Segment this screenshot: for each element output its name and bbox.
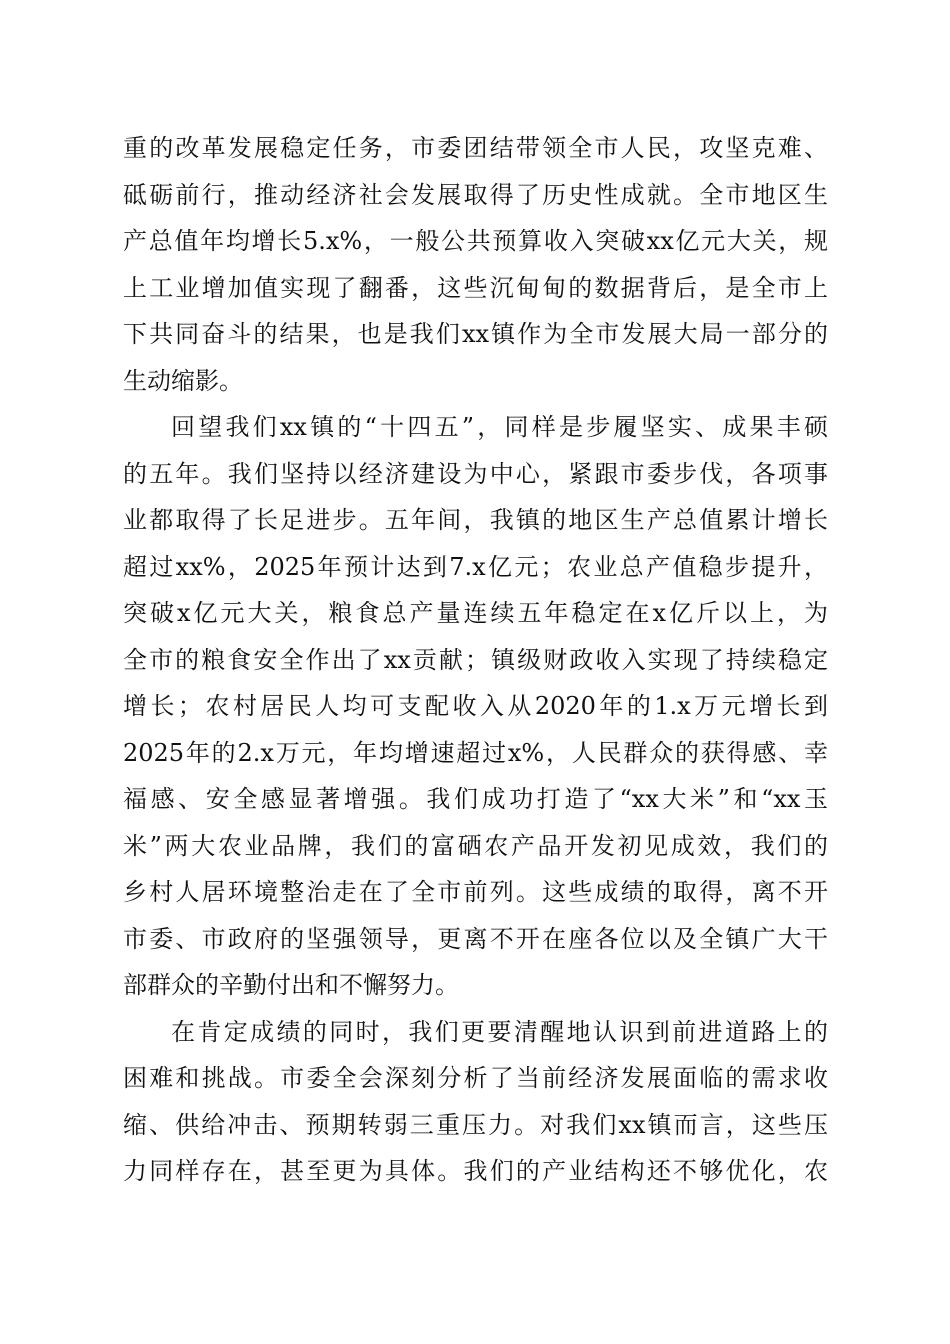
- text-line: 生动缩影。: [123, 366, 243, 395]
- text-line: 砥砺前行，推动经济社会发展取得了历史性成就。全市地区生: [123, 180, 828, 209]
- text-line: 市委、市政府的坚强领导，更离不开在座各位以及全镇广大干: [123, 924, 828, 953]
- document-body: [123, 125, 828, 1195]
- paragraph-1: [123, 125, 828, 404]
- text-line: 增长；农村居民人均可支配收入从2020年的1.x万元增长到: [123, 692, 828, 720]
- text-line: 超过xx%，2025年预计达到7.x亿元；农业总产值稳步提升，: [123, 552, 828, 581]
- text-line: 乡村人居环境整治走在了全市前列。这些成绩的取得，离不开: [123, 878, 828, 906]
- text-line: 米”两大农业品牌，我们的富硒农产品开发初见成效，我们的: [123, 831, 828, 860]
- paragraph-3: [123, 1009, 828, 1195]
- text-line: 上工业增加值实现了翻番，这些沉甸甸的数据背后，是全市上: [123, 273, 828, 302]
- text-line: 2025年的2.x万元，年均增速超过x%，人民群众的获得感、幸: [123, 738, 828, 767]
- text-line: 产总值年均增长5.x%，一般公共预算收入突破xx亿元大关，规: [123, 227, 828, 255]
- text-line: 业都取得了长足进步。五年间，我镇的地区生产总值累计增长: [123, 506, 828, 534]
- paragraph-2: [123, 404, 828, 1009]
- text-line: 回望我们xx镇的“十四五”，同样是步履坚实、成果丰硕: [171, 413, 828, 441]
- text-line: 的五年。我们坚持以经济建设为中心，紧跟市委步伐，各项事: [123, 459, 828, 488]
- text-line: 突破x亿元大关，粮食总产量连续五年稳定在x亿斤以上，为: [123, 599, 828, 627]
- text-line: 部群众的辛勤付出和不懈努力。: [123, 971, 459, 999]
- text-line: 困难和挑战。市委全会深刻分析了当前经济发展面临的需求收: [123, 1064, 828, 1092]
- text-line: 在肯定成绩的同时，我们更要清醒地认识到前进道路上的: [171, 1017, 828, 1046]
- text-line: 全市的粮食安全作出了xx贡献；镇级财政收入实现了持续稳定: [123, 645, 828, 674]
- text-line: 力同样存在，甚至更为具体。我们的产业结构还不够优化，农: [123, 1157, 828, 1185]
- text-line: 福感、安全感显著增强。我们成功打造了“xx大米”和“xx玉: [123, 785, 828, 813]
- text-line: 下共同奋斗的结果，也是我们xx镇作为全市发展大局一部分的: [123, 320, 828, 348]
- text-line: 缩、供给冲击、预期转弱三重压力。对我们xx镇而言，这些压: [123, 1110, 828, 1139]
- text-line: 重的改革发展稳定任务，市委团结带领全市人民，攻坚克难、: [123, 134, 828, 162]
